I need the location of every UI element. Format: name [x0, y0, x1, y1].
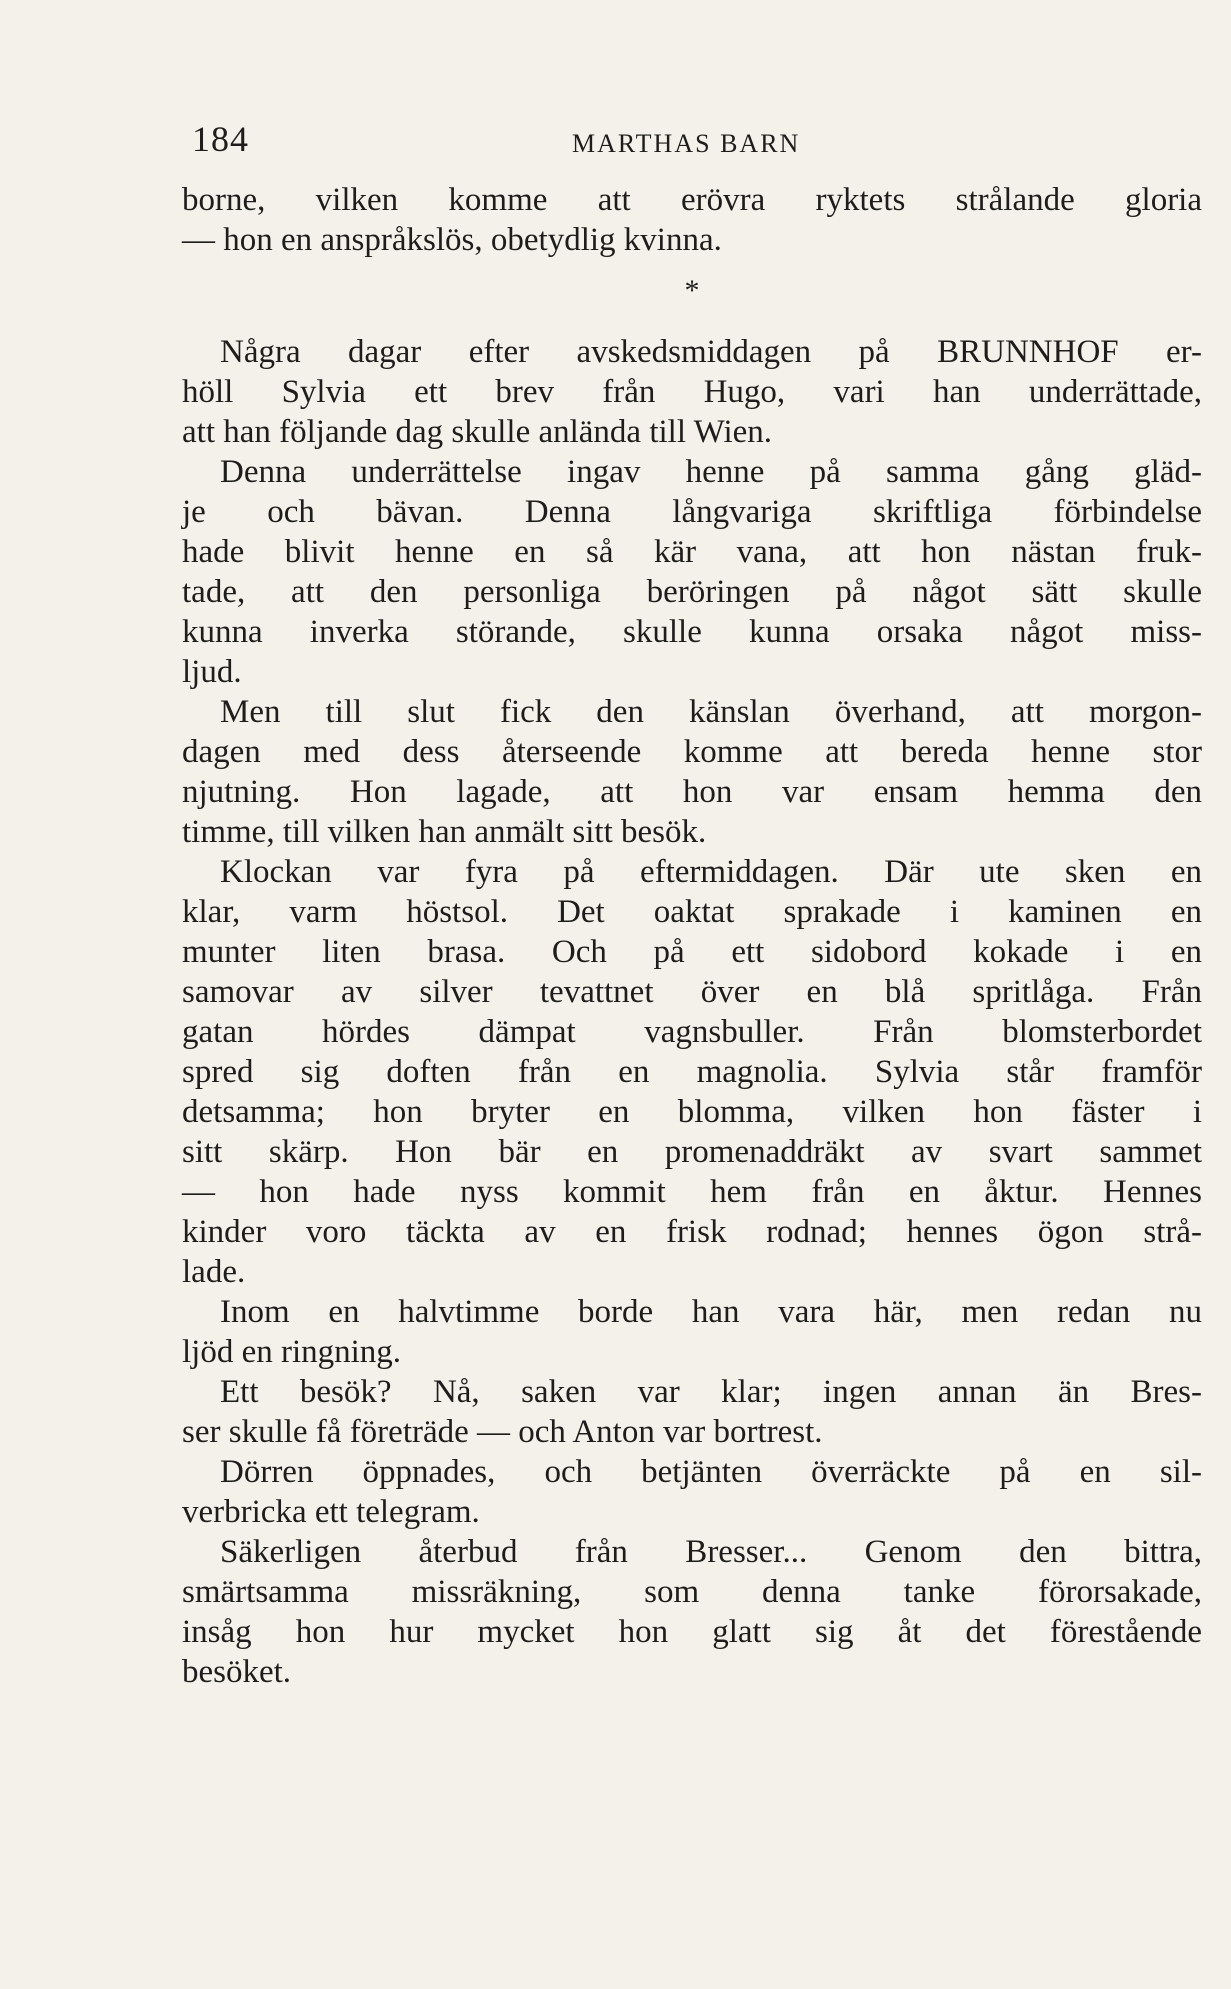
text-line: Denna underrättelse ingav henne på samma gång gläd-	[220, 454, 1202, 490]
text-line: samovar av silver tevattnet över en blå spritlåga. Från	[182, 974, 1202, 1010]
text-line: spred sig doften från en magnolia. Sylvia står framför	[182, 1054, 1202, 1090]
text-line: Klockan var fyra på eftermiddagen. Där ute sken en	[220, 854, 1202, 890]
text-line: lade.	[182, 1254, 246, 1290]
text-line: Säkerligen återbud från Bresser... Genom den bittra,	[220, 1534, 1202, 1570]
text-line: verbricka ett telegram.	[182, 1494, 480, 1530]
text-line: — hon en anspråkslös, obetydlig kvinna.	[182, 222, 722, 258]
body-text	[182, 180, 1202, 1692]
text-line: sitt skärp. Hon bär en promenaddräkt av svart sammet	[182, 1134, 1202, 1170]
text-line: insåg hon hur mycket hon glatt sig åt det förestående	[182, 1614, 1202, 1650]
text-line: timme, till vilken han anmält sitt besök.	[182, 814, 707, 850]
text-line: Inom en halvtimme borde han vara här, men redan nu	[220, 1294, 1202, 1330]
text-line: tade, att den personliga beröringen på något sätt skulle	[182, 574, 1202, 610]
text-line: smärtsamma missräkning, som denna tanke förorsakade,	[182, 1574, 1202, 1610]
text-line: — hon hade nyss kommit hem från en åktur. Hennes	[182, 1174, 1202, 1210]
running-head: MARTHAS BARN	[572, 129, 801, 158]
text-line: dagen med dess återseende komme att bereda henne stor	[182, 734, 1202, 770]
text-line: att han följande dag skulle anlända till Wien.	[182, 414, 773, 450]
text-line: njutning. Hon lagade, att hon var ensam hemma den	[182, 774, 1202, 810]
text-line: borne, vilken komme att erövra ryktets strålande gloria	[182, 182, 1202, 218]
text-line: gatan hördes dämpat vagnsbuller. Från blomsterbordet	[182, 1014, 1202, 1050]
text-line: Ett besök? Nå, saken var klar; ingen annan än Bres-	[220, 1374, 1202, 1410]
text-line: kunna inverka störande, skulle kunna orsaka något miss-	[182, 614, 1202, 650]
text-line: besöket.	[182, 1654, 292, 1690]
text-line: Några dagar efter avskedsmiddagen på BRUNNHOF er-	[220, 334, 1202, 370]
text-line: munter liten brasa. Och på ett sidobord kokade i en	[182, 934, 1202, 970]
text-line: detsamma; hon bryter en blomma, vilken hon fäster i	[182, 1094, 1202, 1130]
text-line: Men till slut fick den känslan överhand, att morgon-	[220, 694, 1202, 730]
text-line: je och bävan. Denna långvariga skriftliga förbindelse	[182, 494, 1202, 530]
text-line: klar, varm höstsol. Det oaktat sprakade i kaminen en	[182, 894, 1202, 930]
text-line: höll Sylvia ett brev från Hugo, vari han underrättade,	[182, 374, 1202, 410]
text-line: ljöd en ringning.	[182, 1334, 402, 1370]
text-line: ser skulle få företräde — och Anton var bortrest.	[182, 1414, 823, 1450]
section-separator: *	[684, 274, 700, 307]
page-header	[182, 118, 1202, 168]
page-number: 184	[192, 119, 249, 159]
text-line: kinder voro täckta av en frisk rodnad; hennes ögon strå-	[182, 1214, 1202, 1250]
text-line: hade blivit henne en så kär vana, att hon nästan fruk-	[182, 534, 1202, 570]
text-line: Dörren öppnades, och betjänten överräckte på en sil-	[220, 1454, 1202, 1490]
text-line: ljud.	[182, 654, 242, 690]
